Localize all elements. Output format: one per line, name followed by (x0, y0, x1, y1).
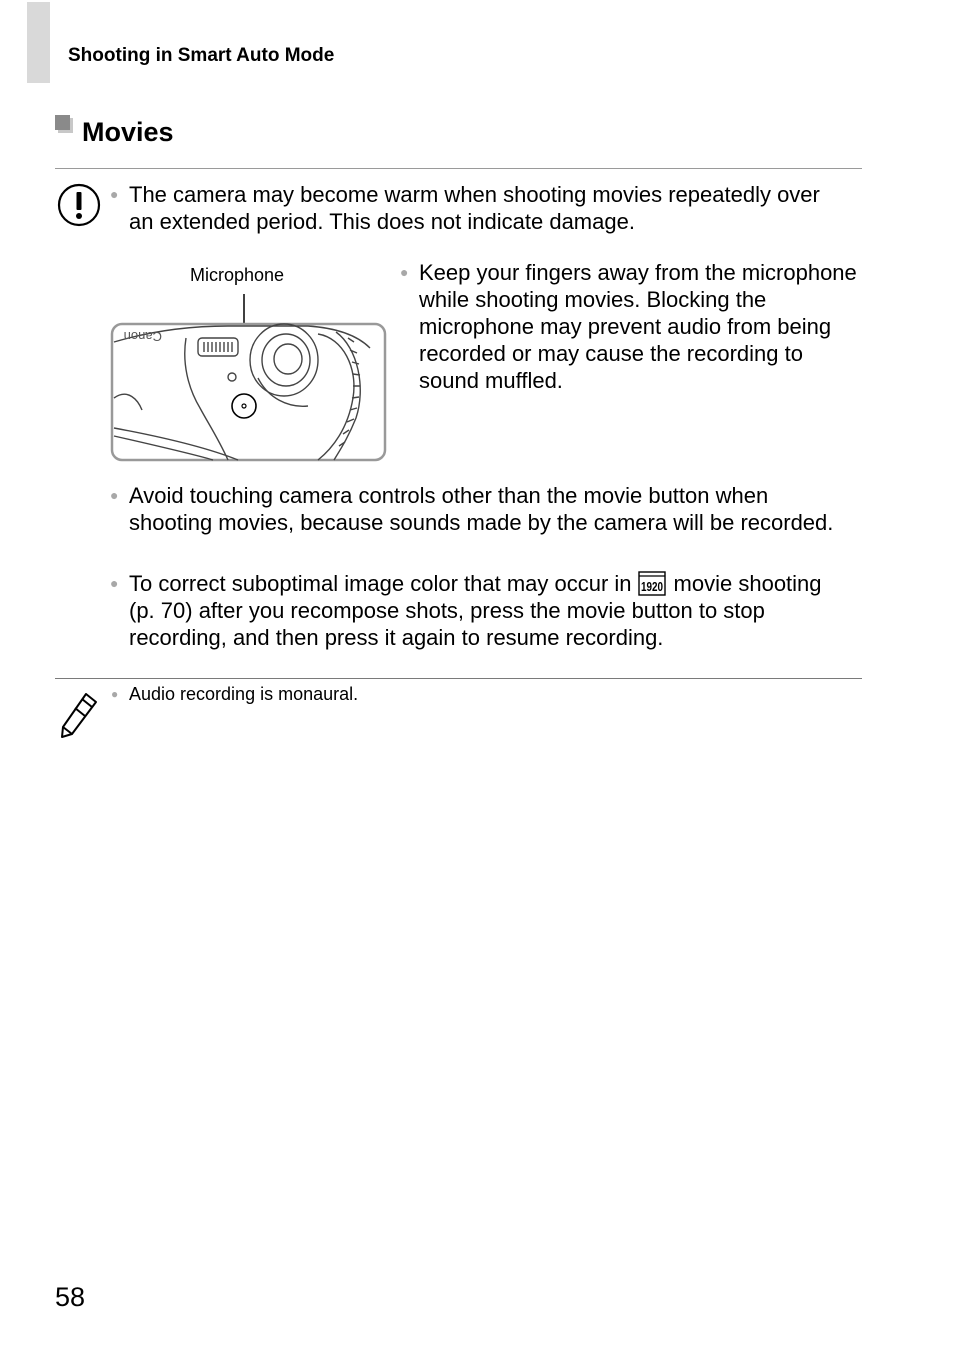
color-text-before: To correct suboptimal image color that may occur in (129, 571, 632, 596)
camera-microphone-illustration (108, 288, 390, 466)
svg-text:Canon: Canon (123, 329, 162, 344)
note-text: Audio recording is monaural. (129, 684, 359, 704)
controls-bullet (110, 482, 849, 536)
fingers-bullet (400, 259, 859, 394)
page-number: 58 (55, 1282, 86, 1312)
page-title: Movies (82, 117, 174, 147)
color-bullet (110, 570, 849, 651)
caution-bullet (110, 181, 849, 235)
section-header: Shooting in Smart Auto Mode (68, 45, 335, 66)
title-square-icon (55, 115, 73, 133)
bullet-dot: ● (400, 264, 409, 280)
controls-text: Avoid touching camera controls other than the movie button when shooting movies, because sounds made by the camera will be recorded. (129, 483, 834, 535)
chapter-tab (27, 2, 50, 83)
bullet-dot: ● (110, 186, 119, 202)
note-rule (55, 678, 862, 679)
bullet-dot: ● (110, 487, 119, 503)
microphone-marker (232, 394, 256, 418)
fingers-text: Keep your fingers away from the microphone while shooting movies. Blocking the microphone may prevent audio from being recorded or may cause the recording to sound muffled. (419, 260, 857, 393)
microphone-label: Microphone (190, 265, 285, 285)
bullet-dot: ● (110, 575, 119, 591)
pencil-icon (58, 690, 100, 740)
caution-icon (56, 182, 102, 228)
1920-movie-icon (638, 570, 666, 596)
note-bullet (111, 682, 359, 706)
bullet-dot: ● (111, 687, 119, 701)
caution-rule (55, 168, 862, 169)
caution-text: The camera may become warm when shooting movies repeatedly over an extended period. This does not indicate damage. (129, 182, 820, 234)
svg-text:1920: 1920 (640, 579, 663, 594)
color-text-after: movie shooting (p. 70) after you recompose shots, press the movie button to stop recording, and then press it again to resume recording. (129, 571, 822, 650)
